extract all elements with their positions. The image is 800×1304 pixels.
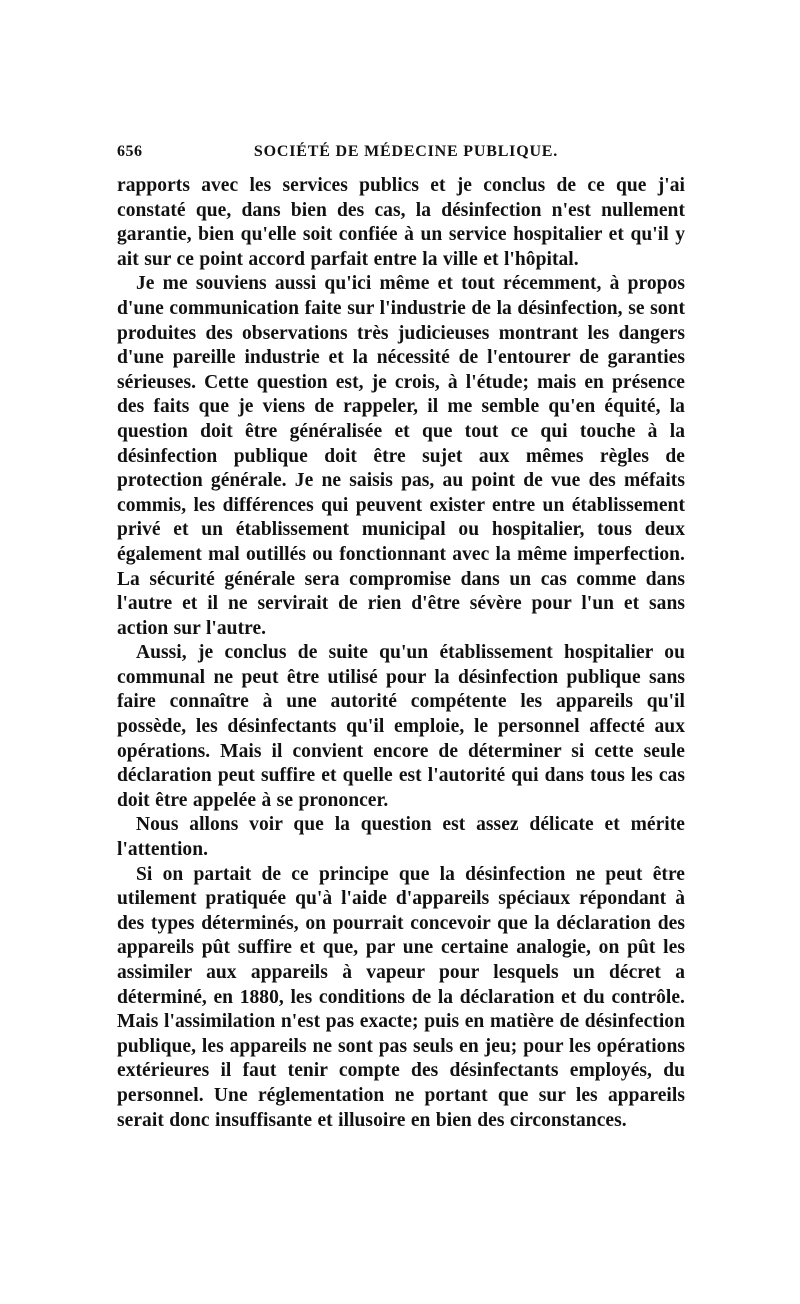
- paragraph: Si on partait de ce principe que la désinfection ne peut être utilement pratiquée qu'à l'aide d'appareils spéciaux répondant à des types déterminés, on pourrait concevoir que la déclaration des appareils pût suffire et que, par une certaine analogie, on pût les assimiler aux appareils à vapeur pour lesquels un décret a déterminé, en 1880, les conditions de la déclaration et du contrôle. Mais l'assimilation n'est pas exacte; puis en matière de désinfection publique, les appareils ne sont pas seuls en jeu; pour les opérations extérieures il faut tenir compte des désinfectants employés, du personnel. Une réglementation ne portant que sur les appareils serait donc insuffisante et illusoire en bien des circonstances.: [117, 863, 685, 1131]
- page-number: 656: [117, 143, 143, 160]
- body-text: [117, 174, 685, 1133]
- page-header: [117, 143, 685, 169]
- running-title: SOCIÉTÉ DE MÉDECINE PUBLIQUE.: [253, 143, 559, 160]
- paragraph: Aussi, je conclus de suite qu'un établissement hospitalier ou communal ne peut être utilisé pour la désinfection publique sans faire connaître à une autorité compétente les appareils qu'il possède, les désinfectants qu'il emploie, le personnel affecté aux opérations. Mais il convient encore de déterminer si cette seule déclaration peut suffire et quelle est l'autorité qui dans tous les cas doit être appelée à se prononcer.: [117, 642, 685, 811]
- paragraph: Je me souviens aussi qu'ici même et tout récemment, à propos d'une communication faite sur l'industrie de la désinfection, se sont produites des observations très judicieuses montrant les dangers d'une pareille industrie et la nécessité de l'entourer de garanties sérieuses. Cette question est, je crois, à l'étude; mais en présence des faits que je viens de rappeler, il me semble qu'en équité, la question doit être généralisée et que tout ce qui touche à la désinfection publique doit être sujet aux mêmes règles de protection générale. Je ne saisis pas, au point de vue des méfaits commis, les différences qui peuvent exister entre un établissement privé et un établissement municipal ou hospitalier, tous deux également mal outillés ou fonctionnant avec la même imperfection. La sécurité générale sera compromise dans un cas comme dans l'autre et il ne servirait de rien d'être sévère pour l'un et sans action sur l'autre.: [117, 273, 685, 639]
- paragraph-continued: rapports avec les services publics et je conclus de ce que j'ai constaté que, dans bien des cas, la désinfection n'est nullement garantie, bien qu'elle soit confiée à un service hospitalier et qu'il y ait sur ce point accord parfait entre la ville et l'hôpital.: [117, 175, 685, 270]
- paragraph: Nous allons voir que la question est assez délicate et mérite l'attention.: [117, 814, 685, 861]
